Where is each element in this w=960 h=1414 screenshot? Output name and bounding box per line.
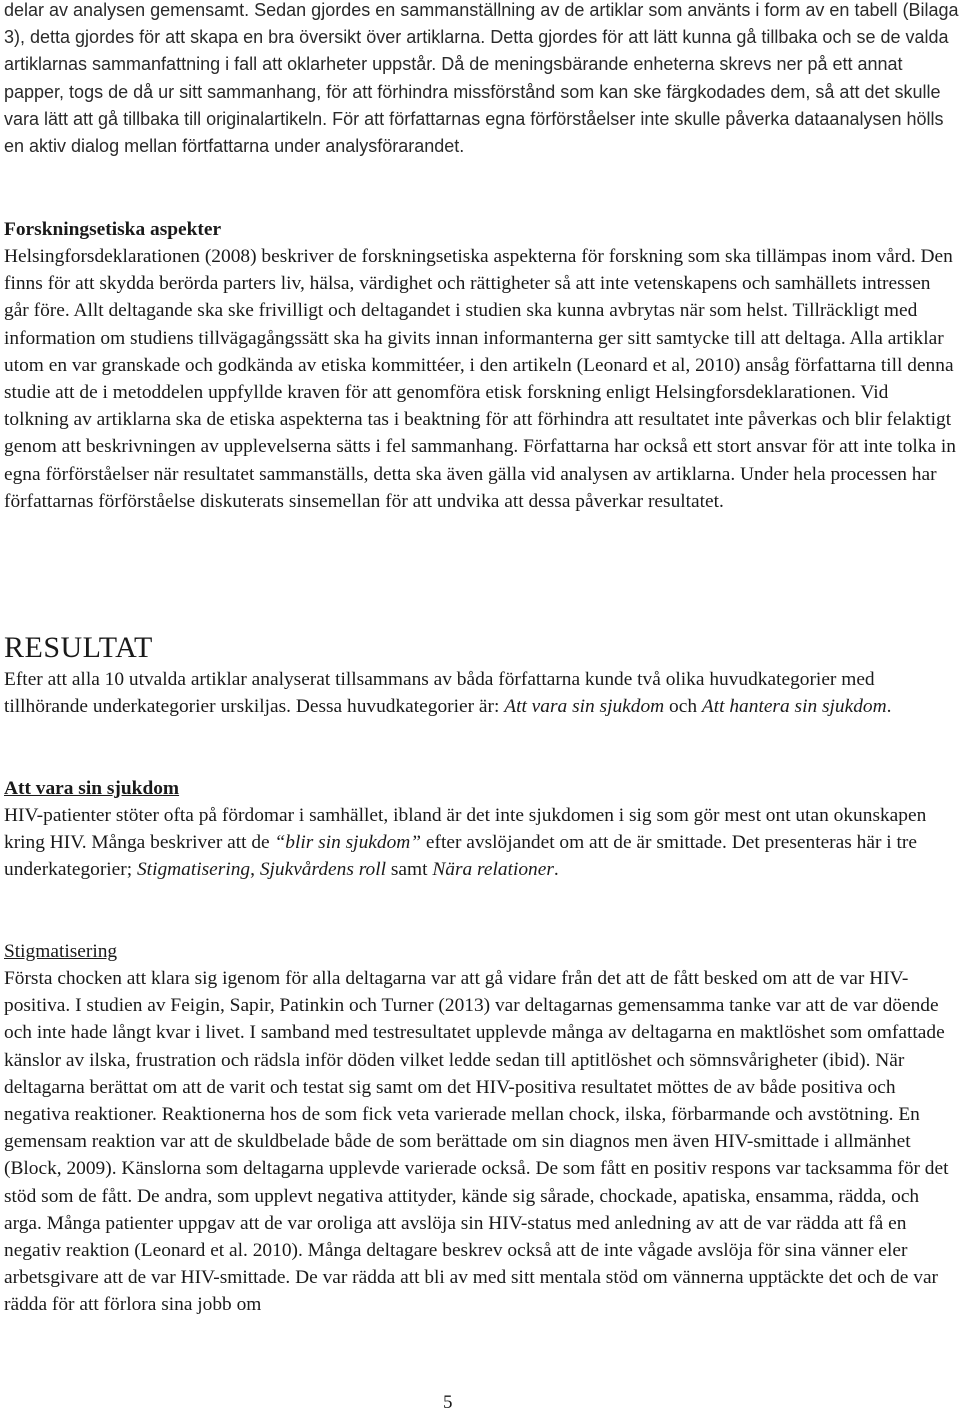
results-connector: och: [664, 696, 702, 718]
page-number: 5: [443, 1392, 453, 1413]
sjukdom-end: .: [553, 859, 559, 881]
analysis-text-1: delar av analysen gemensamt. Sedan gjordes en sammanställning av de artiklar som använts i form av en tabell (Bilaga 3), detta gjordes för att skapa en bra översikt över artiklarna. Detta gjordes för att lätt kunna gå tillbaka och se de valda artiklarnas sammanfattning i fall att oklarheter uppstår.: [4, 0, 959, 75]
category-att-vara: Att vara sin sjukdom: [504, 696, 665, 718]
sjukdom-text-a: HIV-patienter stöter ofta på fördomar i samhället, ibland är det inte sjukdomen i sig som gör mest ont utan okunskapen kring HIV. Många beskriver att de: [4, 805, 927, 854]
subcategory-sjukvardens-roll: Sjukvårdens roll: [259, 859, 387, 881]
results-intro-paragraph: [4, 666, 956, 720]
stigma-paragraph: Första chocken att klara sig igenom för alla deltagarna var att gå vidare från det att de fått besked om att de var HIV-positiva. I studien av Feigin, Sapir, Patinkin och Turner (2013) var deltagarnas gemensamma tanke var att de var döende och inte hade långt kvar i livet. I samband med testresultatet upplevde många av deltagarna en maktlöshet som omfattade känslor av ilska, frustration och rädsla inför döden vilket ledde sedan till aptitlöshet och sömnsvårigheter (ibid). När deltagarna berättat om att de varit och testat sig samt om det HIV-positiva resultatet möttes de av både positiva och negativa reaktioner. Reaktionerna hos de som fick veta varierade mellan chock, ilska, förbarmande och avstötning. En gemensam reaktion var att de skuldbelade både de som berättade om sin diagnos men även HIV-smittade i allmänhet (Block, 2009). Känslorna som deltagarna upplevde varierade också. De som fått en positiv respons var tacksamma för det stöd som de fått. De andra, som upplevt negativa attityder, kände sig sårade, chockade, apatiska, ensamma, rädda, och arga. Många patienter uppgav att de var oroliga att avslöja sin HIV-status med anledning av att de var rädda att få en negativ reaktion (Leonard et al. 2010). Många deltagare beskrev också att de inte vågade avslöja för sina vänner eler arbetsgivare att de var HIV-smittade. De var rädda att bli av med sitt mentala stöd om vännerna upptäckte det och de var rädda för att förlora sina jobb om: [4, 968, 949, 1316]
results-end: .: [886, 696, 892, 718]
sjukdom-samt: samt: [386, 859, 433, 881]
subcategory-nara-relationer: Nära relationer: [432, 859, 554, 881]
analysis-text-3: För att författarnas egna förförståelser inte skulle påverka dataanalysen hölls en aktiv dialog mellan förtfattarna under analysförarandet.: [4, 108, 944, 157]
stigma-heading: Stigmatisering: [4, 941, 118, 962]
results-intro-text: Efter att alla 10 utvalda artiklar analyserat tillsammans av båda författarna kunde två olika huvudkategorier med tillhörande underkategorier urskiljas. Dessa huvudkategorier är:: [4, 669, 875, 718]
results-heading: RESULTAT: [4, 631, 153, 664]
analysis-text-2: Då de meningsbärande enheterna skrevs ner på ett annat papper, togs de då ur sitt sammanhang, för att förhindra missförstånd som kan ske färgkodades dem, så att det skulle vara lätt att gå tillbaka till originalartikeln.: [4, 54, 941, 129]
sjukdom-heading: Att vara sin sjukdom: [4, 778, 180, 799]
sjukdom-quote: “blir sin sjukdom”: [274, 832, 422, 854]
sjukdom-paragraph: [4, 802, 956, 884]
category-att-hantera: Att hantera sin sjukdom: [701, 696, 887, 718]
subcategory-stigmatisering: Stigmatisering: [136, 859, 251, 881]
ethics-paragraph: Helsingforsdeklarationen (2008) beskriver de forskningsetiska aspekterna för forskning som ska tillämpas inom vård. Den finns för att skydda berörda parters liv, hälsa, värdighet och rättigheter så att inte vetenskapens och samhällets intressen går före. Allt deltagande ska ske frivilligt och deltagandet i studien ska kunna avbrytas när som helst. Tillräckligt med information om studiens tillvägagångssätt ska ha givits innan informanterna ger sitt samtycke till att deltaga. Alla artiklar utom en var granskade och godkända av etiska kommittéer, i den artikeln (Leonard et al, 2010) ansåg författarna till denna studie att de i metoddelen uppfyllde kraven för att genomföra etisk forskning enligt Helsingforsdeklarationen. Vid tolkning av artiklarna ska de etiska aspekterna tas i beaktning för att förhindra att resultatet inte påverkas och blir felaktigt genom att beskrivningen av upplevelserna sätts i fel sammanhang. Författarna har också ett stort ansvar för att inte tolka in egna förförståelser när resultatet sammanställs, detta ska även gälla vid analysen av artiklarna. Under hela processen har författarnas förförståelse diskuterats sinsemellan för att undvika att dessa påverkar resultatet.: [4, 246, 957, 512]
sjukdom-text-b: efter avslöjandet om att de är smittade. Det presenteras här i tre underkategorier;: [4, 832, 917, 881]
method-analysis-paragraph: [4, 0, 960, 160]
sjukdom-comma: ,: [250, 859, 260, 881]
ethics-heading: Forskningsetiska aspekter: [4, 219, 222, 240]
